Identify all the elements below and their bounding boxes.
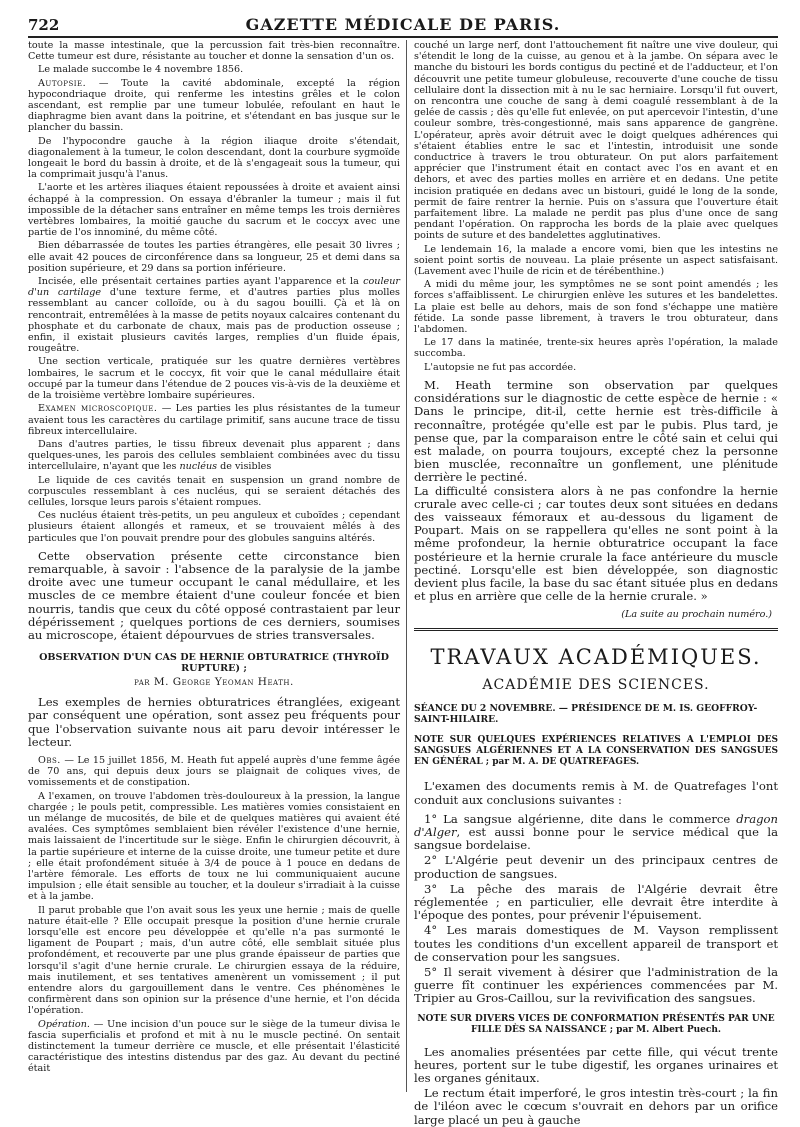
paragraph bbox=[28, 276, 400, 354]
conclusion-item: 2° L'Algérie peut devenir un des principaux centres de production de sangsues. bbox=[414, 853, 778, 881]
paragraph bbox=[28, 1019, 400, 1075]
paragraph: Il parut probable que l'on avait sous les yeux une hernie ; mais de quelle nature était-elle ? Elle occupait presque la position d'une hernie crurale lorsqu'elle est encore peu développée et qu'elle n'a pas surmonté le ligament de Poupart ; mais, d'un autre côté, elle semblait située plus profondément, et recouverte par une plus grande épaisseur de parties que lorsqu'il s'agit d'une hernie crurale. Le chirurgien essaya de la réduire, mais inutilement, et ses tentatives amenèrent un vomissement ; il put entendre alors du gargouillement dans le ventre. Ces phénomènes le confirmèrent dans son opinion sur la présence d'une hernie, et l'on décida l'opération. bbox=[28, 904, 400, 1017]
article-author: par M. George Yeoman Heath. bbox=[134, 676, 294, 689]
paragraph: Le lendemain 16, la malade a encore vomi, bien que les intestins ne soient point sortis de nouveau. La plaie présente un aspect satisfaisant. (Lavement avec l'huile de ricin et de térébenthine.) bbox=[414, 243, 778, 278]
session-heading: SÉANCE DU 2 NOVEMBRE. — PRÉSIDENCE DE M. IS. GEOFFROY-SAINT-HILAIRE. bbox=[414, 703, 758, 726]
section-label: Examen microscopique. bbox=[38, 403, 158, 415]
paragraph: Bien débarrassée de toutes les parties étrangères, elle pesait 30 livres ; elle avait 42 pouces de circonférence dans sa longueur, 25 et demi dans sa position supérieure, et 29 dans sa portion inférieure. bbox=[28, 240, 400, 274]
paragraph: L'autopsie ne fut pas accordée. bbox=[424, 361, 577, 373]
large-paragraph: Les anomalies présentées par cette fille, qui vécut trente heures, portent sur le tube digestif, les organes urinaires et les organes génitaux. bbox=[414, 1044, 778, 1085]
header-rule bbox=[28, 36, 778, 38]
large-paragraph: Le rectum était imperforé, le gros intestin très-court ; la fin de l'iléon avec le cœcum s'ouvrait en dehors par un orifice large placé un peu à gauche bbox=[414, 1086, 778, 1127]
page-number: 722 bbox=[28, 16, 60, 34]
conclusion-item: 3° La pêche des marais de l'Algérie devrait être réglementée ; en particulier, elle devrait être interdite à l'époque des pontes, pour prévenir l'épuisement. bbox=[414, 881, 778, 923]
paragraph: toute la masse intestinale, que la percussion fait très-bien reconnaître. Cette tumeur est dure, résistante au toucher et donne la sensation d'un os. bbox=[28, 40, 400, 63]
conclusion-item: 5° Il serait vivement à désirer que l'administration de la guerre fît continuer les expériences commencées par M. Tripier au Gros-Caillou, sur la revivification des sangsues. bbox=[414, 964, 778, 1006]
paragraph bbox=[28, 78, 400, 134]
paragraph bbox=[28, 755, 400, 789]
paragraph-text: — Le 15 juillet 1856, M. Heath fut appelé auprès d'une femme âgée de 70 ans, qui depuis deux jours se plaignait de coliques vives, de vomissements et de constipation. bbox=[28, 754, 400, 789]
paragraph: L'aorte et les artères iliaques étaient repoussées à droite et avaient ainsi échappé à la compression. On essaya d'ébranler la tumeur ; mais il fut impossible de la détacher sans entraîner en même temps les trois dernières vertèbres lombaires, la moitié gauche du sacrum et le coccyx avec une partie de l'os innominé, du même côté. bbox=[28, 182, 400, 239]
paragraph: Ces nucléus étaient très-petits, un peu anguleux et cuboïdes ; cependant plusieurs étaient allongés et rameux, et se trouvaient mêlés à des particules que l'on pouvait prendre pour des globules sanguins altérés. bbox=[28, 510, 400, 544]
paragraph: A l'examen, on trouve l'abdomen très-douloureux à la pression, la langue chargée ; le pouls petit, compressible. Les matières vomies consistaient en un mélange de mucosités, de bile et de quelques matières qui avaient été avalées. Ces symptômes semblaient bien révéler l'existence d'une hernie, mais laissaient de l'incertitude sur le siège. Enfin le chirurgien découvrit, à la partie supérieure et interne de la cuisse droite, une tumeur petite et dure ; elle était profondément située à 3/4 de pouce à 1 pouce en dedans de l'artère fémorale. Les efforts de toux ne lui communiquaient aucune impulsion ; elle était sensible au toucher, et la douleur s'irradiait à la cuisse et à la jambe. bbox=[28, 790, 400, 903]
paragraph: Le malade succombe le 4 novembre 1856. bbox=[38, 64, 244, 76]
large-paragraph: Cette observation présente cette circonstance bien remarquable, à savoir : l'absence de la paralysie de la jambe droite avec une tumeur occupant le canal médullaire, et les muscles de ce membre étaient d'une couleur foncée et bien nourris, tandis que ceux du côté opposé contrastaient par leur dépérissement ; quelques portions de ces derniers, soumises au microscope, étaient dépourvues de stries transversales. bbox=[28, 548, 400, 642]
section-label: Obs. bbox=[38, 754, 61, 766]
paragraph bbox=[28, 439, 400, 473]
large-paragraph: L'examen des documents remis à M. de Quatrefages l'ont conduit aux conclusions suivantes : bbox=[414, 779, 778, 807]
large-paragraph: La difficulté consistera alors à ne pas confondre la hernie crurale avec celle-ci ; car toutes deux sont situées en dedans des vaisseaux fémoraux et au-dessous du ligament de Poupart. Mais on se rappellera qu'elles ne sont point à la même profondeur, la hernie obturatrice occupant la face postérieure et la hernie crurale la face antérieure du muscle pectiné. Lorsqu'elle est bien développée, son diagnostic devient plus facile, la base du sac étant située plus en dedans et plus en arrière que celle de la hernie crurale. » bbox=[414, 483, 778, 604]
paragraph: couché un large nerf, dont l'attouchement fit naître une vive douleur, qui s'étendit le long de la cuisse, au genou et à la jambe. On sépara avec le manche du bistouri les bords contigus du pectiné et de l'adducteur, et l'on découvrit une petite tumeur globuleuse, recouverte d'une couche de tissu cellulaire dont la dissection mit à nu le sac herniaire. Lorsqu'il fut ouvert, on rencontra une couche de sang à demi coagulé ressemblant à de la gelée de cassis ; dès qu'elle fut enlevée, on put apercevoir l'intestin, d'une couleur sombre, très-congestionné, mais sans apparence de gangrène. L'opérateur, après avoir détruit avec le doigt quelques adhérences qui s'étaient établies entre le sac et l'intestin, introduisit une sonde conductrice à travers le trou obturateur. On put alors parfaitement apprécier que l'instrument était en contact avec l'os en avant et en dehors, et avec des parties molles en arrière et en dedans. Une petite incision pratiquée en dedans avec un bistouri, guidé le long de la sonde, permit de faire rentrer la hernie. Puis on s'assura que l'ouverture était parfaitement libre. La malade ne perdit pas plus d'une once de sang pendant l'opération. On rapprocha les bords de la plaie avec quelques points de suture et des bandelettes agglutinatives. bbox=[414, 40, 778, 242]
subsection-heading: ACADÉMIE DES SCIENCES. bbox=[482, 677, 710, 694]
italic-text: couleur d'un cartilage bbox=[28, 276, 400, 299]
paragraph-text: Dans d'autres parties, le tissu fibreux devenait plus apparent ; dans quelques-unes, les parois des cellules semblaient combinées avec du tissu intercellulaire, n'ayant que les bbox=[28, 438, 400, 473]
paragraph-text: d'une texture ferme, et d'autres parties plus molles ressemblant au cancer colloïde, ou à du sagou bouilli. Çà et là on rencontrait, entremêlées à la masse de petits noyaux calcaires contenant du phosphate et du carbonate de chaux, mais pas de production osseuse ; enfin, il existait plusieurs cavités larges, remplies d'un fluide épais, rougeâtre. bbox=[28, 287, 400, 355]
continuation-note: (La suite au prochain numéro.) bbox=[621, 609, 772, 621]
paragraph bbox=[28, 403, 400, 437]
page-header bbox=[28, 14, 778, 36]
paragraph-text: , est aussi bonne pour le service médical que la sangsue bordelaise. bbox=[414, 824, 778, 853]
column-divider bbox=[406, 40, 407, 1092]
paragraph: De l'hypocondre gauche à la région iliaque droite s'étendait, diagonalement à la tumeur, le colon descendant, dont la courbure sygmoïde longeait le bord du bassin à droite, et de là s'engageait sous la tumeur, qui la comprimait jusqu'à l'anus. bbox=[28, 135, 400, 181]
paragraph-text: — Les parties les plus résistantes de la tumeur avaient tous les caractères du cartilage primitif, sans aucune trace de tissu fibreux intercellulaire. bbox=[28, 403, 400, 437]
section-label: Autopsie. bbox=[38, 77, 87, 89]
paragraph: Une section verticale, pratiquée sur les quatre dernières vertèbres lombaires, le sacrum et le coccyx, fit voir que le canal médullaire était occupé par la tumeur dans l'étendue de 2 pouces vis-à-vis de la deuxième et de la troisième vertèbre lombaire supérieures. bbox=[28, 356, 400, 402]
section-label: Opération. bbox=[38, 1018, 90, 1030]
conclusion-item bbox=[414, 813, 778, 853]
italic-text: nucléus bbox=[179, 461, 218, 473]
paragraph-text: Incisée, elle présentait certaines parties ayant l'apparence et la bbox=[38, 276, 364, 288]
article-title: OBSERVATION D'UN CAS DE HERNIE OBTURATRICE (THYROÏD RUPTURE) ; bbox=[39, 652, 389, 675]
left-column bbox=[28, 40, 400, 1092]
italic-text: dragon d'Alger bbox=[414, 811, 778, 839]
conclusion-item: 4° Les marais domestiques de M. Vayson remplissent toutes les conditions d'un excellent appareil de transport et de conservation pour les sangsues. bbox=[414, 923, 778, 964]
paragraph: Le 17 dans la matinée, trente-six heures après l'opération, la malade succomba. bbox=[414, 337, 778, 360]
note-title: NOTE SUR DIVERS VICES DE CONFORMATION PRÉSENTÉS PAR UNE FILLE DÈS SA NAISSANCE ; par M. Albert Puech. bbox=[417, 1013, 775, 1035]
paragraph-text: — Une incision d'un pouce sur le siège de la tumeur divisa le fascia superficialis et profond et mit à nu le muscle pectiné. On sentait distinctement la tumeur derrière ce muscle, et elle présentait l'élasticité caractéristique des intestins distendus par des gaz. Au devant du pectiné était bbox=[28, 1018, 400, 1075]
section-heading: TRAVAUX ACADÉMIQUES. bbox=[430, 645, 762, 670]
large-paragraph: Les exemples de hernies obturatrices étranglées, exigeant par conséquent une opération, sont assez peu fréquents pour que l'observation suivante nous ait paru devoir intéresser le lecteur. bbox=[28, 695, 400, 749]
large-paragraph: M. Heath termine son observation par quelques considérations sur le diagnostic de cette espèce de hernie : « Dans le principe, dit-il, cette hernie est très-difficile à reconnaître, protégée qu'elle est par le pubis. Plus tard, je pense que, par la comparaison entre le côté sain et celui qui est malade, on pourra toujours, excepté chez la personne bien musclée, reconnaître un gonflement, une plénitude derrière le pectiné. bbox=[414, 377, 778, 485]
note-title: NOTE SUR QUELQUES EXPÉRIENCES RELATIVES A L'EMPLOI DES SANGSUES ALGÉRIENNES ET A LA CONSERVATION DES SANGSUES EN GÉNÉRAL ; par M. A. DE QUATREFAGES. bbox=[414, 735, 778, 768]
right-column bbox=[414, 40, 778, 1127]
paragraph-text: 1° La sangsue algérienne, dite dans le commerce bbox=[424, 811, 737, 826]
paragraph-text: — Toute la cavité abdominale, excepté la région hypocondriaque droite, qui renferme les intestins grêles et le colon ascendant, est remplie par une tumeur lobulée, refoulant en haut le diaphragme bien avant dans la poitrine, et s'étendant en bas jusque sur le plancher du bassin. bbox=[28, 77, 400, 134]
running-title: GAZETTE MÉDICALE DE PARIS. bbox=[245, 15, 561, 34]
paragraph: Le liquide de ces cavités tenait en suspension un grand nombre de corpuscules ressemblant à ces nucléus, qui se seraient détachés des cellules, lorsque leurs parois s'étaient rompues. bbox=[28, 474, 400, 508]
paragraph: A midi du même jour, les symptômes ne se sont point amendés ; les forces s'affaiblissent. Le chirurgien enlève les sutures et les bandelettes. La plaie est belle au dehors, mais de son fond s'échappe une matière fétide. La sonde passe librement, à travers le trou obturateur, dans l'abdomen. bbox=[414, 279, 778, 336]
paragraph-text: de visibles bbox=[217, 461, 272, 473]
section-divider bbox=[414, 628, 778, 631]
